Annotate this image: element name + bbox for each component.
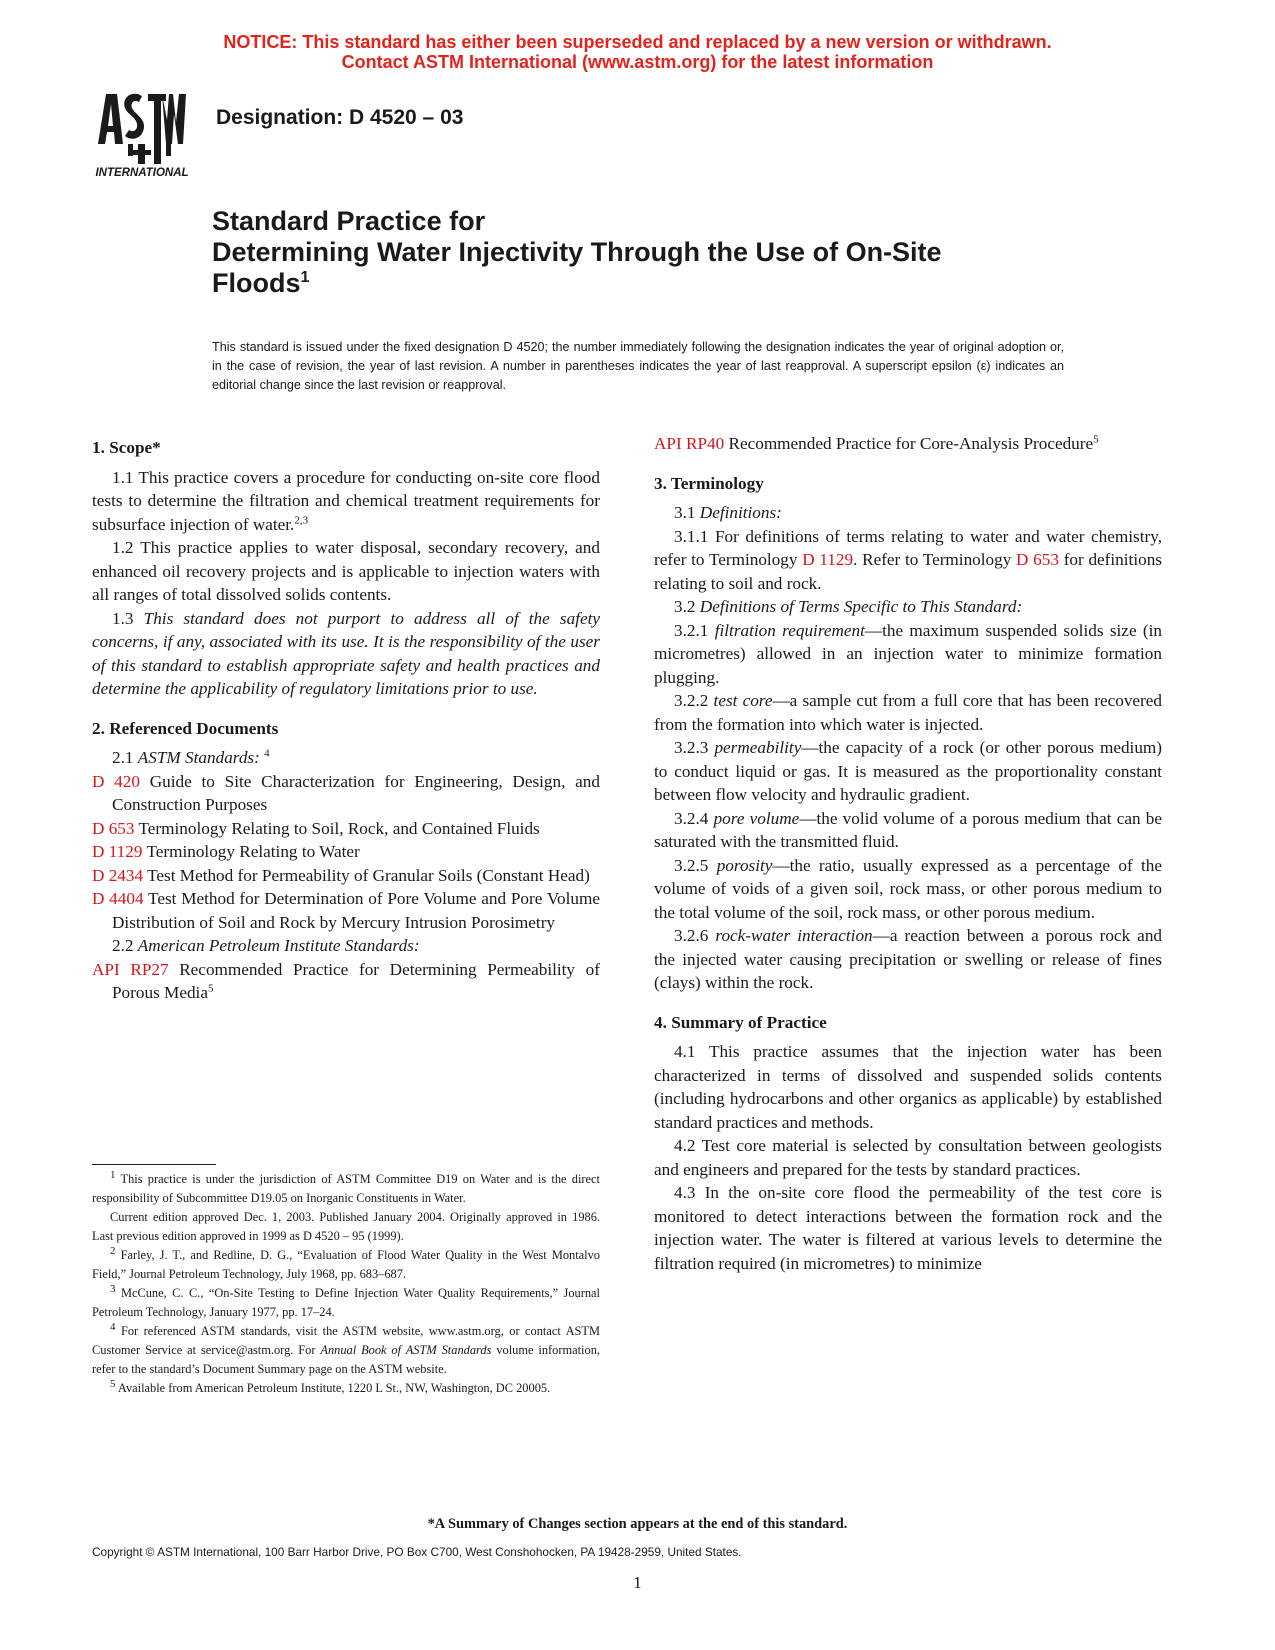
designation: Designation: D 4520 – 03 — [216, 106, 464, 129]
section-1-3-text: This standard does not purport to address all of the safety concerns, if any, associated with its use. It is the responsibility of the user of this standard to establish appropriate safety and health practices and determine the applicability of regulatory limitations prior to use. — [92, 608, 601, 698]
title-footnote-mark: 1 — [300, 269, 310, 286]
reference-item — [92, 770, 600, 817]
reference-link-d653[interactable]: D 653 — [1016, 550, 1059, 569]
footnote-5 — [92, 1379, 600, 1398]
notice-line-2: Contact ASTM International (www.astm.org) for the latest information — [341, 52, 934, 72]
definition-item — [654, 619, 1162, 690]
definition-term: test core — [713, 691, 773, 710]
definition-num: 3.2.2 — [674, 691, 714, 710]
reference-item — [92, 887, 600, 934]
reference-link-api-rp40[interactable]: API RP40 — [654, 434, 725, 453]
section-4-1: 4.1 This practice assumes that the injection water has been characterized in terms of dissolved and suspended solids contents (including hydrocarbons and other organics as applicable) by established standard practices and methods. — [654, 1042, 1162, 1132]
section-1-2: 1.2 This practice applies to water disposal, secondary recovery, and enhanced oil recovery projects and is applicable to injection waters with all ranges of total dissolved solids contents. — [92, 538, 600, 604]
definition-text: —a reaction between a porous rock and the injected water causing precipitation or swelling or release of fines (clays) within the rock. — [654, 926, 1163, 992]
section-3-1-1-text-b: . Refer to Terminology — [853, 550, 1017, 569]
definition-term: porosity — [716, 855, 773, 875]
section-2-2-num: 2.2 — [112, 936, 138, 955]
definition-term: rock-water interaction — [715, 926, 873, 945]
reference-link[interactable]: D 420 — [92, 771, 140, 791]
reference-item — [92, 864, 600, 888]
reference-text: Guide to Site Characterization for Engineering, Design, and Construction Purposes — [112, 771, 600, 814]
reference-link[interactable]: D 1129 — [92, 842, 143, 861]
section-2-1-text: ASTM Standards: — [137, 748, 260, 767]
definition-item — [654, 807, 1162, 854]
footnote-4-mark: 4 — [110, 1320, 116, 1333]
footnote-4-book-title: Annual Book of ASTM Standards — [320, 1343, 492, 1357]
footnote-3-mark: 3 — [110, 1282, 116, 1295]
right-column — [654, 432, 1162, 1275]
section-3-2 — [654, 595, 1162, 619]
reference-link[interactable]: D 4404 — [92, 889, 144, 908]
astm-reference-list — [92, 770, 600, 935]
section-1-3 — [92, 607, 600, 701]
reference-api-rp27 — [92, 958, 600, 1005]
reference-api-rp40 — [654, 432, 1162, 456]
section-1-1 — [92, 466, 600, 537]
footnote-1-mark: 1 — [110, 1168, 116, 1181]
section-4-2: 4.2 Test core material is selected by consultation between geologists and engineers and prepared for the tests by standard practices. — [654, 1136, 1162, 1179]
reference-text: Test Method for Permeability of Granular Soils (Constant Head) — [147, 865, 590, 885]
section-2-1 — [92, 746, 600, 770]
reference-link[interactable]: D 653 — [92, 818, 135, 838]
reference-text: Terminology Relating to Soil, Rock, and Contained Fluids — [138, 818, 540, 838]
section-2-2 — [92, 934, 600, 958]
preamble: This standard is issued under the fixed designation D 4520; the number immediately following the designation indicates the year of original adoption or, in the case of revision, the year of last revision. A number in parentheses indicates the year of last reapproval. A superscript epsilon (ε) indicates an editorial change since the last revision or reapproval. — [212, 340, 1064, 392]
definition-num: 3.2.1 — [674, 620, 715, 640]
section-3-2-text: Definitions of Terms Specific to This Standard: — [699, 597, 1023, 616]
reference-text: Test Method for Determination of Pore Volume and Pore Volume Distribution of Soil and Rock by Mercury Intrusion Porosimetry — [112, 889, 600, 932]
definition-num: 3.2.3 — [674, 738, 715, 757]
definition-term: permeability — [714, 738, 802, 757]
reference-sup-api-rp40: 5 — [1093, 433, 1099, 446]
reference-link-d1129[interactable]: D 1129 — [802, 550, 854, 569]
footnote-1-text: This practice is under the jurisdiction of ASTM Committee D19 on Water and is the direct responsibility of Subcommittee D19.05 on Inorganic Constituents in Water. — [92, 1172, 600, 1205]
section-1-1-sup: 2,3 — [294, 513, 309, 526]
definition-list — [654, 619, 1162, 995]
summary-heading: 4. Summary of Practice — [654, 1012, 827, 1032]
footnote-3 — [92, 1284, 600, 1322]
footnote-5-text: Available from American Petroleum Institute, 1220 L St., NW, Washington, DC 20005. — [115, 1381, 551, 1395]
footnote-3-text: McCune, C. C., “On-Site Testing to Define Injection Water Quality Requirements,” Journal Petroleum Technology, January 1977, pp. 17–24. — [92, 1286, 600, 1319]
reference-item — [92, 817, 600, 841]
reference-link-api-rp27[interactable]: API RP27 — [92, 959, 169, 979]
definition-text: —the ratio, usually expressed as a percentage of the volume of voids of a given soil, rock mass, or other porous medium to the total volume of the soil, rock mass, or other porous medium. — [654, 855, 1162, 922]
footnote-4-text-b: volume information, refer to the standard’s Document Summary page on the ASTM website. — [92, 1343, 600, 1376]
refdocs-heading: 2. Referenced Documents — [92, 718, 279, 738]
astm-logo-icon — [92, 86, 192, 178]
section-3-1 — [654, 501, 1162, 525]
section-3-1-text: Definitions: — [699, 503, 782, 522]
definition-text: —the maximum suspended solids size (in micrometres) allowed in an injection water to minimize formation plugging. — [654, 620, 1162, 687]
section-3-2-num: 3.2 — [674, 597, 700, 616]
definition-item — [654, 924, 1162, 995]
footnote-1-edition: Current edition approved Dec. 1, 2003. Published January 2004. Originally approved in 1986. Last previous edition approved in 1999 as D 4520 – 95 (1999). — [92, 1210, 600, 1243]
title-line-3: Floods — [212, 268, 301, 298]
copyright: Copyright © ASTM International, 100 Barr Harbor Drive, PO Box C700, West Conshohocken, PA 19428-2959, United States. — [92, 1545, 742, 1559]
footnote-1 — [92, 1170, 600, 1208]
page-number: 1 — [633, 1573, 642, 1592]
withdrawal-notice — [0, 32, 1275, 72]
notice-line-1: NOTICE: This standard has either been superseded and replaced by a new version or withdrawn. — [223, 32, 1052, 52]
section-3-1-num: 3.1 — [674, 503, 700, 522]
reference-text-api-rp27: Recommended Practice for Determining Permeability of Porous Media — [112, 959, 600, 1002]
definition-term: filtration requirement — [714, 620, 865, 640]
reference-item — [92, 840, 600, 864]
definition-item — [654, 854, 1162, 925]
footnote-2-text: Farley, J. T., and Redline, D. G., “Evaluation of Flood Water Quality in the West Montalvo Field,” Journal Petroleum Technology, July 1968, pp. 683–687. — [92, 1248, 600, 1281]
summary-of-changes-note: *A Summary of Changes section appears at the end of this standard. — [427, 1516, 848, 1532]
logo-text: INTERNATIONAL — [95, 167, 189, 178]
footnote-4-text-a: For referenced ASTM standards, visit the ASTM website, www.astm.org, or contact ASTM Customer Service at service@astm.org. For — [92, 1324, 600, 1357]
definition-text: —the volid volume of a porous medium that can be saturated with the transmitted fluid. — [654, 808, 1163, 851]
section-2-1-num: 2.1 — [112, 748, 138, 767]
definition-num: 3.2.5 — [674, 855, 717, 875]
reference-text: Terminology Relating to Water — [146, 842, 360, 861]
definition-num: 3.2.6 — [674, 926, 716, 945]
left-column — [92, 436, 600, 1005]
section-4-3: 4.3 In the on-site core flood the permeability of the test core is monitored to detect interactions between the formation rock and the injection water. The water is filtered at various levels to determine the filtration required (in micrometres) to minimize — [654, 1183, 1162, 1273]
scope-heading: 1. Scope* — [92, 438, 161, 457]
section-2-2-text: American Petroleum Institute Standards: — [137, 936, 420, 955]
definition-item — [654, 689, 1162, 736]
section-1-3-num: 1.3 — [112, 608, 144, 628]
title-line-2: Determining Water Injectivity Through the Use of On-Site — [212, 237, 942, 267]
footnote-divider — [92, 1164, 216, 1165]
footnote-2-mark: 2 — [110, 1244, 116, 1257]
reference-text-api-rp40: Recommended Practice for Core-Analysis Procedure — [728, 434, 1094, 453]
definition-term: pore volume — [713, 808, 800, 828]
definition-item — [654, 736, 1162, 807]
definition-text: —a sample cut from a full core that has been recovered from the formation into which water is injected. — [654, 691, 1162, 734]
section-2-1-sup: 4 — [264, 747, 270, 760]
document-title — [212, 206, 1072, 299]
footnote-4 — [92, 1322, 600, 1379]
definition-text: —the capacity of a rock (or other porous medium) to conduct liquid or gas. It is measured as the proportionality constant between flow velocity and hydraulic gradient. — [654, 738, 1163, 804]
section-3-1-1-text-c: for definitions relating to soil and rock. — [654, 550, 1162, 593]
reference-link[interactable]: D 2434 — [92, 865, 144, 885]
reference-sup-api-rp27: 5 — [207, 982, 214, 995]
section-3-1-1-text-a: 3.1.1 For definitions of terms relating to water and water chemistry, refer to Terminology — [654, 526, 1162, 569]
footnote-5-mark: 5 — [110, 1377, 116, 1390]
section-1-1-text: 1.1 This practice covers a procedure for conducting on-site core flood tests to determine the filtration and chemical treatment requirements for subsurface injection of water. — [92, 467, 600, 534]
section-3-1-1 — [654, 525, 1162, 596]
footnotes — [92, 1170, 600, 1398]
terminology-heading: 3. Terminology — [654, 473, 764, 493]
title-line-1: Standard Practice for — [212, 206, 486, 236]
definition-num: 3.2.4 — [674, 808, 714, 828]
footnote-2 — [92, 1246, 600, 1284]
